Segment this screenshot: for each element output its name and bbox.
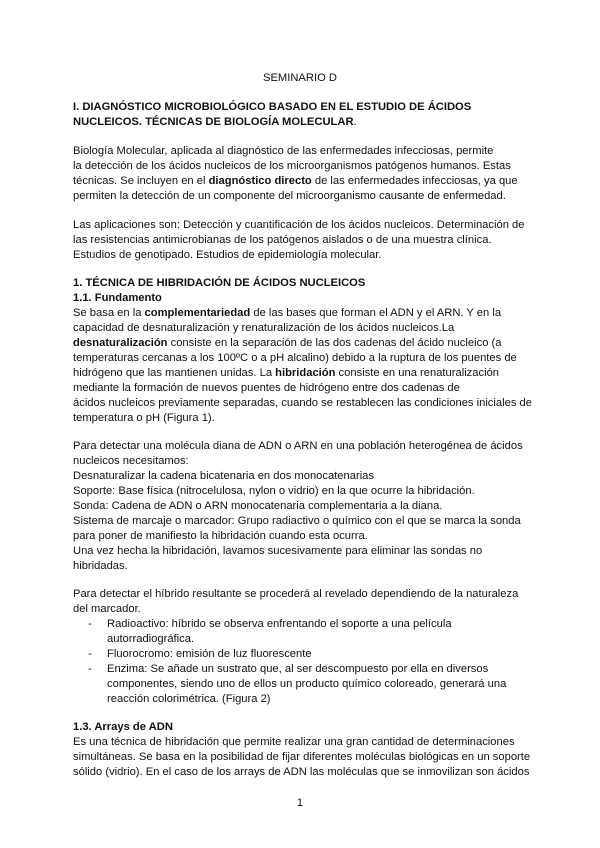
requirements-para-line: nucleicos necesitamos: bbox=[73, 455, 189, 467]
text-run: de las bases que forman el ADN y el ARN. Y en la bbox=[250, 307, 502, 319]
section-heading-line2 bbox=[73, 115, 357, 130]
fundamento-para-line: mediante la formación de nuevos puentes de hidrógeno entre dos cadenas de bbox=[73, 382, 460, 394]
bullet-radioactivo: Radioactivo: híbrido se observa enfrentando el soporte a una película bbox=[107, 618, 452, 630]
fundamento-para-line: ácidos nucleicos previamente separadas, cuando se restablecen las condiciones iniciales de bbox=[73, 397, 532, 409]
applications-para-line: Estudios de genotipado. Estudios de epidemiología molecular. bbox=[73, 249, 382, 261]
applications-para-line: Las aplicaciones son: Detección y cuantificación de los ácidos nucleicos. Determinación de bbox=[73, 219, 525, 231]
requirements-para-line: hibridadas. bbox=[73, 560, 128, 572]
section-heading-line1: I. DIAGNÓSTICO MICROBIOLÓGICO BASADO EN EL ESTUDIO DE ÁCIDOS bbox=[73, 101, 472, 113]
requirements-para-line: Una vez hecha la hibridación, lavamos sucesivamente para eliminar las sondas no bbox=[73, 545, 483, 557]
fundamento-para-line bbox=[73, 336, 501, 351]
bullet-marker: - bbox=[88, 618, 92, 630]
bold-term-desnaturalizacion: desnaturalización bbox=[73, 337, 168, 349]
intro-para-line bbox=[73, 174, 518, 189]
fundamento-para-line bbox=[73, 366, 499, 381]
requirements-para-line: Para detectar una molécula diana de ADN o ARN en una población heterogénea de ácidos bbox=[73, 440, 523, 452]
bold-term-hibridacion: hibridación bbox=[275, 367, 336, 379]
fundamento-para-line: temperaturas cercanas a los 100ºC o a pH alcalino) debido a la ruptura de los puentes de bbox=[73, 352, 517, 364]
section-heading-line2-text: NUCLEICOS. TÉCNICAS DE BIOLOGÍA MOLECULAR bbox=[73, 116, 354, 128]
bullet-enzima-cont: componentes, siendo uno de ellos un producto químico coloreado, generará una bbox=[107, 678, 507, 690]
requirements-para-line: para poner de manifiesto la hibridación cuando esta ocurra. bbox=[73, 530, 368, 542]
bullet-enzima-cont: reacción colorimétrica. (Figura 2) bbox=[107, 693, 271, 705]
bullet-radioactivo-cont: autorradiográfica. bbox=[107, 633, 195, 645]
text-run: técnicas. Se incluyen en el bbox=[73, 175, 209, 187]
subsection-arrays: 1.3. Arrays de ADN bbox=[73, 721, 173, 733]
bold-term-diagnostico-directo: diagnóstico directo bbox=[208, 175, 312, 187]
intro-para-line: Biología Molecular, aplicada al diagnóstico de las enfermedades infecciosas, permite bbox=[73, 145, 494, 157]
requirements-para-line: Sonda: Cadena de ADN o ARN monocatenaria complementaria a la diana. bbox=[73, 500, 443, 512]
section-heading-line2-end: . bbox=[353, 116, 357, 128]
requirements-para-line: Sistema de marcaje o marcador: Grupo radiactivo o químico con el que se marca la sonda bbox=[73, 515, 521, 527]
bullet-enzima: Enzima: Se añade un sustrato que, al ser descompuesto por ella en diversos bbox=[107, 663, 489, 675]
fundamento-para-line bbox=[73, 306, 501, 321]
requirements-para-line: Soporte: Base física (nitrocelulosa, nylon o vidrio) en la que ocurre la hibridación. bbox=[73, 485, 475, 497]
fundamento-para-line: capacidad de desnaturalización y renaturalización de los ácidos nucleicos.La bbox=[73, 322, 455, 334]
requirements-para-line: Desnaturalizar la cadena bicatenaria en dos monocatenarias bbox=[73, 470, 375, 482]
detection-para-line: del marcador. bbox=[73, 603, 141, 615]
fundamento-para-line: temperatura o pH (Figura 1). bbox=[73, 412, 215, 424]
bold-term-complementariedad: complementariedad bbox=[144, 307, 251, 319]
document-title: SEMINARIO D bbox=[263, 72, 337, 84]
subsection-fundamento: 1.1. Fundamento bbox=[73, 292, 162, 304]
intro-para-line: la detección de los ácidos nucleicos de los microorganismos patógenos humanos. Estas bbox=[73, 160, 511, 172]
arrays-para-line: sólido (vidrio). En el caso de los arrays de ADN las moléculas que se inmovilizan son ácidos bbox=[73, 766, 530, 778]
bullet-marker: - bbox=[88, 663, 92, 675]
text-run: Se basa en la bbox=[73, 307, 145, 319]
arrays-para-line: simultáneas. Se basa en la posibilidad de fijar diferentes moléculas biológicas en un soporte bbox=[73, 751, 531, 763]
page-number: 1 bbox=[296, 797, 304, 809]
text-run: consiste en la separación de las dos cadenas del ácido nucleico (a bbox=[167, 337, 502, 349]
bullet-marker: - bbox=[88, 648, 92, 660]
applications-para-line: las resistencias antimicrobianas de los patógenos aislados o de una muestra clínica. bbox=[73, 234, 492, 246]
text-run: consiste en una renaturalización bbox=[335, 367, 500, 379]
arrays-para-line: Es una técnica de hibridación que permite realizar una gran cantidad de determinaciones bbox=[73, 736, 515, 748]
text-run: de las enfermedades infecciosas, ya que bbox=[311, 175, 518, 187]
detection-para-line: Para detectar el híbrido resultante se procederá al revelado dependiendo de la naturaleza bbox=[73, 588, 519, 600]
bullet-fluorocromo: Fluorocromo: emisión de luz fluorescente bbox=[107, 648, 312, 660]
text-run: hidrógeno que las mantienen unidas. La bbox=[73, 367, 276, 379]
section-1-heading: 1. TÉCNICA DE HIBRIDACIÓN DE ÁCIDOS NUCLEICOS bbox=[73, 277, 366, 289]
intro-para-line: permiten la detección de un componente del microorganismo causante de enfermedad. bbox=[73, 190, 506, 202]
